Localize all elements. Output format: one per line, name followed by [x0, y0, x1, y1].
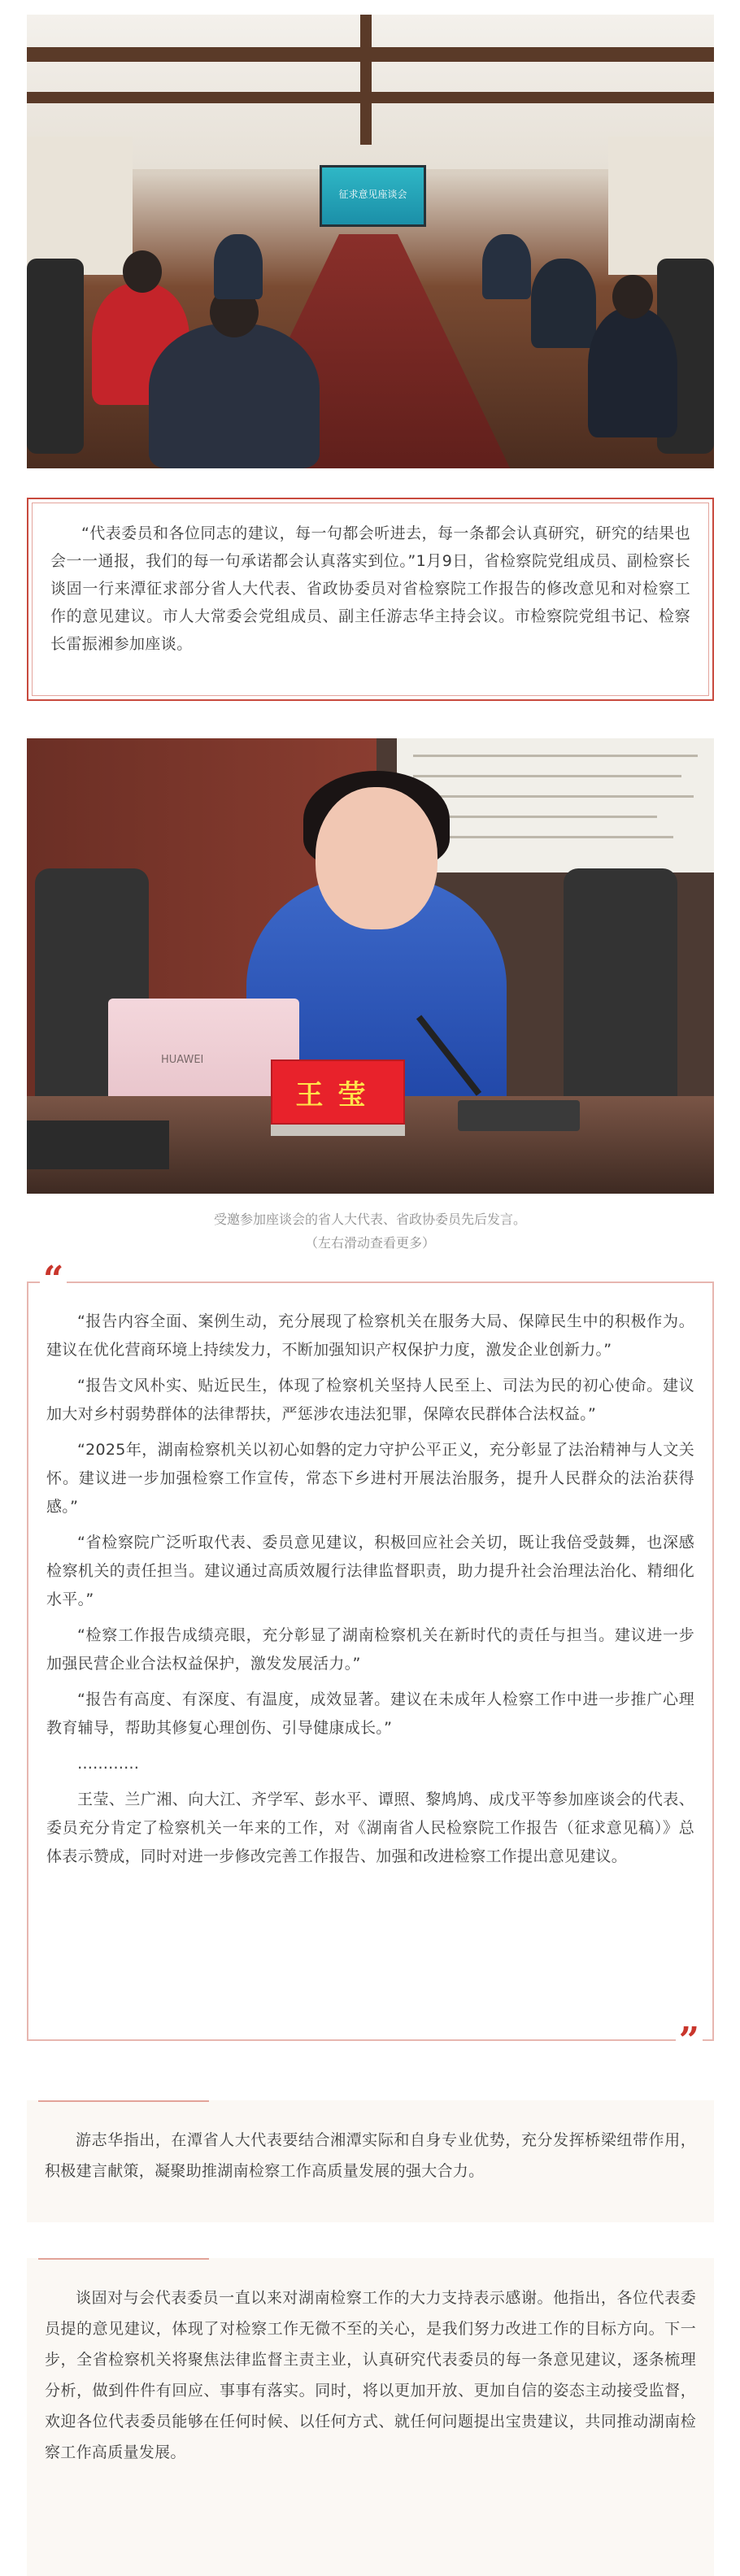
board-text-line	[413, 816, 657, 818]
chair	[27, 259, 84, 454]
delegate-quotes-box	[27, 1259, 714, 2061]
photo-caption: 受邀参加座谈会的省人大代表、省政协委员先后发言。	[213, 1212, 526, 1227]
section-rule	[38, 2100, 209, 2102]
meeting-room-photo	[27, 15, 714, 468]
open-quote-mark: “	[40, 1262, 67, 1298]
attendee-head	[123, 250, 162, 293]
attendee-head	[612, 275, 653, 319]
wall-panel	[608, 137, 714, 275]
speaker-photo	[27, 738, 714, 1194]
delegate-quote: “报告有高度、有深度、有温度，成效显著。建议在未成年人检察工作中进一步推广心理教育辅导，帮助其修复心理创伤、引导健康成长。”	[46, 1690, 694, 1737]
wall-panel	[27, 137, 133, 275]
delegate-quote: “报告文风朴实、贴近民生，体现了检察机关坚持人民至上、司法为民的初心使命。建议加大对乡村弱势群体的法律帮扶，严惩涉农违法犯罪，保障农民群体合法权益。”	[46, 1377, 694, 1423]
speaker-face	[316, 787, 437, 929]
delegate-quote: “省检察院广泛听取代表、委员意见建议，积极回应社会关切，既让我倍受鼓舞，也深感检察机关的责任担当。建议通过高质效履行法律监督职责，助力提升社会治理法治化、精细化水平。”	[46, 1534, 694, 1608]
summary-paragraph: 王莹、兰广湘、向大江、齐学军、彭水平、谭照、黎鸠鸠、成戊平等参加座谈会的代表、委员充分肯定了检察机关一年来的工作，对《湖南省人民检察院工作报告（征求意见稿）》总体表示赞成，同时对进一步修改完善工作报告、加强和改进检察工作提出意见建议。	[46, 1791, 694, 1865]
attendee	[531, 259, 596, 348]
board-text-line	[413, 775, 681, 777]
delegate-quote: “检察工作报告成绩亮眼，充分彰显了湖南检察机关在新时代的责任与担当。建议进一步加强民营企业合法权益保护，激发发展活力。”	[46, 1626, 694, 1673]
intro-quote-inner	[32, 503, 709, 696]
nameplate-stand	[271, 1125, 405, 1136]
attendee	[482, 234, 531, 299]
attendee	[214, 234, 263, 299]
chair-remarks-text: 游志华指出，在潭省人大代表要结合湘潭实际和自身专业优势，充分发挥桥梁纽带作用，积极建言献策，凝聚助推湖南检察工作高质量发展的强大合力。	[45, 2131, 696, 2180]
chair	[564, 868, 677, 1129]
delegate-quote: “报告内容全面、案例生动，充分展现了检察机关在服务大局、保障民生中的积极作为。建议在优化营商环境上持续发力，不断加强知识产权保护力度，激发企业创新力。”	[46, 1312, 694, 1359]
board-text-line	[413, 755, 698, 757]
board-text-line	[413, 795, 694, 798]
close-quote-mark: ”	[676, 2023, 703, 2059]
intro-paragraph: “代表委员和各位同志的建议，每一句都会听进去，每一条都会认真研究，研究的结果也会一一通报，我们的每一句承诺都会认真落实到位。”1月9日，省检察院党组成员、副检察长谈固一行来潭征求部分省人大代表、省政协委员对省检察院工作报告的修改意见和对检察工作的意见建议。市人大常委会党组成员、副主任游志华主持会议。市检察院党组书记、检察长雷振湘参加座谈。	[50, 524, 690, 653]
screen-text: 征求意见座谈会	[338, 189, 407, 200]
ellipsis: …………	[77, 1755, 139, 1773]
corner-sign	[27, 1120, 169, 1169]
attendee	[149, 324, 320, 468]
section-rule	[38, 2258, 209, 2260]
laptop-brand: HUAWEI	[161, 1054, 204, 1066]
deputy-remarks-section	[27, 2258, 714, 2576]
board-text-line	[413, 836, 673, 838]
attendee	[588, 307, 677, 437]
intro-quote-box	[27, 498, 714, 701]
chair-remarks-section	[27, 2100, 714, 2222]
swipe-hint: （左右滑动查看更多）	[304, 1235, 435, 1251]
projection-screen	[320, 165, 426, 227]
ceiling-beam	[360, 15, 372, 145]
delegate-quotes-inner	[28, 1283, 712, 1871]
delegate-quote: “2025年，湖南检察机关以初心如磐的定力守护公平正义，充分彰显了法治精神与人文关怀。建议进一步加强检察工作宣传，常态下乡进村开展法治服务，提升人民群众的法治获得感。”	[46, 1441, 694, 1516]
nameplate-text: 王莹	[295, 1078, 381, 1112]
deputy-remarks-text: 谈固对与会代表委员一直以来对湖南检察工作的大力支持表示感谢。他指出，各位代表委员提的意见建议，体现了对检察工作无微不至的关心，是我们努力改进工作的目标方向。下一步，全省检察机关将聚焦法律监督主责主业，认真研究代表委员的每一条意见建议，逐条梳理分析，做到件件有回应、事事有落实。同时，将以更加开放、更加自信的姿态主动接受监督，欢迎各位代表委员能够在任何时候、以任何方式、就任何问题提出宝贵建议，共同推动湖南检察工作高质量发展。	[45, 2289, 696, 2461]
nameplate	[271, 1060, 405, 1125]
microphone-base	[458, 1100, 580, 1131]
